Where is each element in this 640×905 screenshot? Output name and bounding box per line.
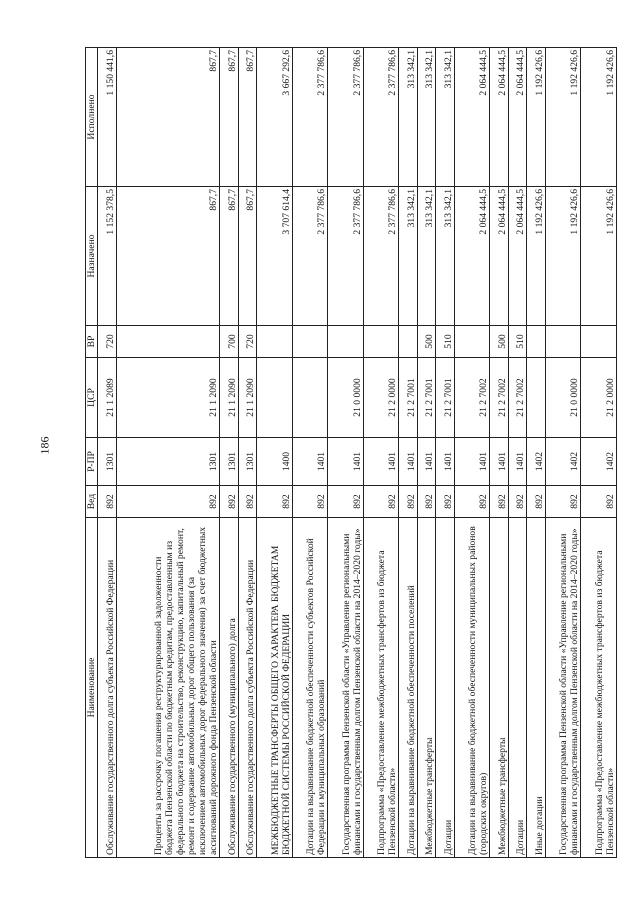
cell-rzpr: 1401	[417, 438, 436, 486]
cell-plan: 3 707 614,4	[257, 187, 293, 326]
cell-plan: 2 064 444,5	[508, 187, 527, 326]
col-header-rzpr: Р-ПР	[86, 438, 98, 486]
table-row	[490, 48, 509, 858]
table-row	[436, 48, 455, 858]
table-row	[417, 48, 436, 858]
cell-fact: 313 342,1	[436, 48, 455, 187]
cell-fact: 2 064 444,5	[508, 48, 527, 187]
cell-ved: 892	[399, 486, 418, 518]
col-header-csr: ЦСР	[86, 358, 98, 438]
cell-vr	[257, 326, 293, 358]
cell-ved: 892	[292, 486, 328, 518]
cell-csr: 21 1 2090	[116, 358, 219, 438]
cell-ved: 892	[116, 486, 219, 518]
cell-name: Обслуживание государственного долга субъекта Российской Федерации	[238, 518, 257, 858]
cell-plan: 867,7	[116, 187, 219, 326]
cell-ved: 892	[581, 486, 617, 518]
table-row	[238, 48, 257, 858]
cell-plan: 2 377 786,6	[363, 187, 399, 326]
cell-plan: 2 377 786,6	[292, 187, 328, 326]
cell-csr: 21 1 2090	[238, 358, 257, 438]
cell-ved: 892	[220, 486, 239, 518]
cell-ved: 892	[98, 486, 117, 518]
cell-csr	[292, 358, 328, 438]
cell-rzpr: 1301	[98, 438, 117, 486]
cell-rzpr: 1401	[399, 438, 418, 486]
table-row	[220, 48, 239, 858]
cell-csr: 21 2 7002	[454, 358, 490, 438]
cell-plan: 1 192 426,6	[527, 187, 546, 326]
cell-vr: 720	[98, 326, 117, 358]
cell-vr	[527, 326, 546, 358]
cell-vr	[545, 326, 581, 358]
cell-name: Государственная программа Пензенской области «Управление региональными финансами и государственным долгом Пензенской области на 2014–2020 годы»	[545, 518, 581, 858]
cell-vr: 510	[508, 326, 527, 358]
cell-fact: 867,7	[116, 48, 219, 187]
cell-csr: 21 0 0000	[328, 358, 364, 438]
table-row	[328, 48, 364, 858]
cell-rzpr: 1401	[508, 438, 527, 486]
table-row	[98, 48, 117, 858]
budget-table	[85, 47, 617, 858]
cell-fact: 2 064 444,5	[490, 48, 509, 187]
cell-vr: 510	[436, 326, 455, 358]
cell-plan: 2 064 444,5	[454, 187, 490, 326]
cell-name: Межбюджетные трансферты	[417, 518, 436, 858]
cell-vr	[454, 326, 490, 358]
table-row	[508, 48, 527, 858]
cell-fact: 1 192 426,6	[545, 48, 581, 187]
col-header-fact: Исполнено	[86, 48, 98, 187]
cell-ved: 892	[490, 486, 509, 518]
cell-ved: 892	[417, 486, 436, 518]
cell-csr	[257, 358, 293, 438]
cell-rzpr: 1401	[490, 438, 509, 486]
cell-fact: 2 377 786,6	[328, 48, 364, 187]
cell-csr: 21 2 7001	[417, 358, 436, 438]
cell-ved: 892	[436, 486, 455, 518]
cell-rzpr: 1402	[581, 438, 617, 486]
col-header-name: Наименование	[86, 518, 98, 858]
cell-plan: 2 064 444,5	[490, 187, 509, 326]
cell-fact: 867,7	[238, 48, 257, 187]
table-row	[581, 48, 617, 858]
cell-rzpr: 1301	[238, 438, 257, 486]
cell-vr: 720	[238, 326, 257, 358]
cell-name: Подпрограмма «Предоставление межбюджетных трансфертов из бюджета Пензенской области»	[363, 518, 399, 858]
cell-fact: 867,7	[220, 48, 239, 187]
cell-name: Дотации на выравнивание бюджетной обеспеченности поселений	[399, 518, 418, 858]
cell-plan: 1 152 378,5	[98, 187, 117, 326]
cell-fact: 313 342,1	[399, 48, 418, 187]
cell-fact: 3 667 292,6	[257, 48, 293, 187]
cell-fact: 2 377 786,6	[292, 48, 328, 187]
cell-name: МЕЖБЮДЖЕТНЫЕ ТРАНСФЕРТЫ ОБЩЕГО ХАРАКТЕРА БЮДЖЕТАМ БЮДЖЕТНОЙ СИСТЕМЫ РОССИЙСКОЙ ФЕДЕРАЦИИ	[257, 518, 293, 858]
table-row	[545, 48, 581, 858]
cell-vr	[292, 326, 328, 358]
cell-fact: 1 192 426,6	[527, 48, 546, 187]
cell-fact: 2 064 444,5	[454, 48, 490, 187]
cell-plan: 867,7	[220, 187, 239, 326]
cell-name: Дотации	[508, 518, 527, 858]
cell-vr	[116, 326, 219, 358]
cell-ved: 892	[257, 486, 293, 518]
cell-csr	[527, 358, 546, 438]
cell-csr: 21 2 7002	[490, 358, 509, 438]
table-row	[292, 48, 328, 858]
cell-vr	[363, 326, 399, 358]
cell-plan: 313 342,1	[399, 187, 418, 326]
cell-vr: 500	[417, 326, 436, 358]
cell-plan: 313 342,1	[436, 187, 455, 326]
table-row	[527, 48, 546, 858]
cell-name: Дотации на выравнивание бюджетной обеспеченности субъектов Российской Федерации и муниципальных образований	[292, 518, 328, 858]
cell-rzpr: 1401	[363, 438, 399, 486]
table-row	[399, 48, 418, 858]
cell-csr: 21 2 7001	[399, 358, 418, 438]
cell-fact: 313 342,1	[417, 48, 436, 187]
cell-csr: 21 1 2089	[98, 358, 117, 438]
cell-csr: 21 2 0000	[581, 358, 617, 438]
cell-name: Подпрограмма «Предоставление межбюджетных трансфертов из бюджета Пензенской области»	[581, 518, 617, 858]
cell-name: Обслуживание государственного (муниципального) долга	[220, 518, 239, 858]
col-header-vr: ВР	[86, 326, 98, 358]
cell-rzpr: 1401	[436, 438, 455, 486]
table-rotator	[85, 48, 617, 858]
table-row	[363, 48, 399, 858]
cell-ved: 892	[454, 486, 490, 518]
cell-plan: 1 192 426,6	[581, 187, 617, 326]
cell-csr: 21 1 2090	[220, 358, 239, 438]
cell-ved: 892	[527, 486, 546, 518]
table-body	[98, 48, 617, 858]
cell-fact: 1 150 441,6	[98, 48, 117, 187]
rotated-table-frame	[85, 48, 617, 858]
table-row	[257, 48, 293, 858]
table-row	[116, 48, 219, 858]
col-header-ved: Вед	[86, 486, 98, 518]
cell-rzpr: 1301	[116, 438, 219, 486]
cell-name: Проценты за рассрочку погашения реструктурированной задолженности бюджета Пензенской области по бюджетным кредитам, предоставленным из федерального бюджета на строительство, реконструкцию, капитальный ремонт, ремонт и содержание автомобильных дорог общего пользования (за исключением автомобильных дорог федерального значения) за счет бюджетных ассигнований дорожного фонда Пензенской области	[116, 518, 219, 858]
cell-vr	[581, 326, 617, 358]
cell-plan: 2 377 786,6	[328, 187, 364, 326]
table-row	[454, 48, 490, 858]
cell-csr: 21 2 0000	[363, 358, 399, 438]
cell-vr	[399, 326, 418, 358]
cell-rzpr: 1402	[527, 438, 546, 486]
cell-ved: 892	[545, 486, 581, 518]
cell-name: Дотации на выравнивание бюджетной обеспеченности муниципальных районов (городских округов)	[454, 518, 490, 858]
cell-name: Обслуживание государственного долга субъекта Российской Федерации	[98, 518, 117, 858]
table-header-row	[86, 48, 98, 858]
cell-vr: 500	[490, 326, 509, 358]
cell-rzpr: 1401	[328, 438, 364, 486]
cell-fact: 2 377 786,6	[363, 48, 399, 187]
cell-ved: 892	[508, 486, 527, 518]
cell-rzpr: 1400	[257, 438, 293, 486]
cell-vr	[328, 326, 364, 358]
cell-plan: 867,7	[238, 187, 257, 326]
cell-name: Государственная программа Пензенской области «Управление региональными финансами и государственным долгом Пензенской области на 2014–2020 годы»	[328, 518, 364, 858]
cell-fact: 1 192 426,6	[581, 48, 617, 187]
cell-name: Дотации	[436, 518, 455, 858]
cell-vr: 700	[220, 326, 239, 358]
cell-csr: 21 2 7001	[436, 358, 455, 438]
cell-ved: 892	[363, 486, 399, 518]
cell-rzpr: 1301	[220, 438, 239, 486]
cell-rzpr: 1402	[545, 438, 581, 486]
cell-name: Иные дотации	[527, 518, 546, 858]
cell-ved: 892	[238, 486, 257, 518]
cell-csr: 21 0 0000	[545, 358, 581, 438]
cell-rzpr: 1401	[292, 438, 328, 486]
cell-plan: 313 342,1	[417, 187, 436, 326]
cell-ved: 892	[328, 486, 364, 518]
cell-plan: 1 192 426,6	[545, 187, 581, 326]
cell-csr: 21 2 7002	[508, 358, 527, 438]
page-number: 186	[37, 436, 52, 455]
col-header-plan: Назначено	[86, 187, 98, 326]
cell-name: Межбюджетные трансферты	[490, 518, 509, 858]
cell-rzpr: 1401	[454, 438, 490, 486]
